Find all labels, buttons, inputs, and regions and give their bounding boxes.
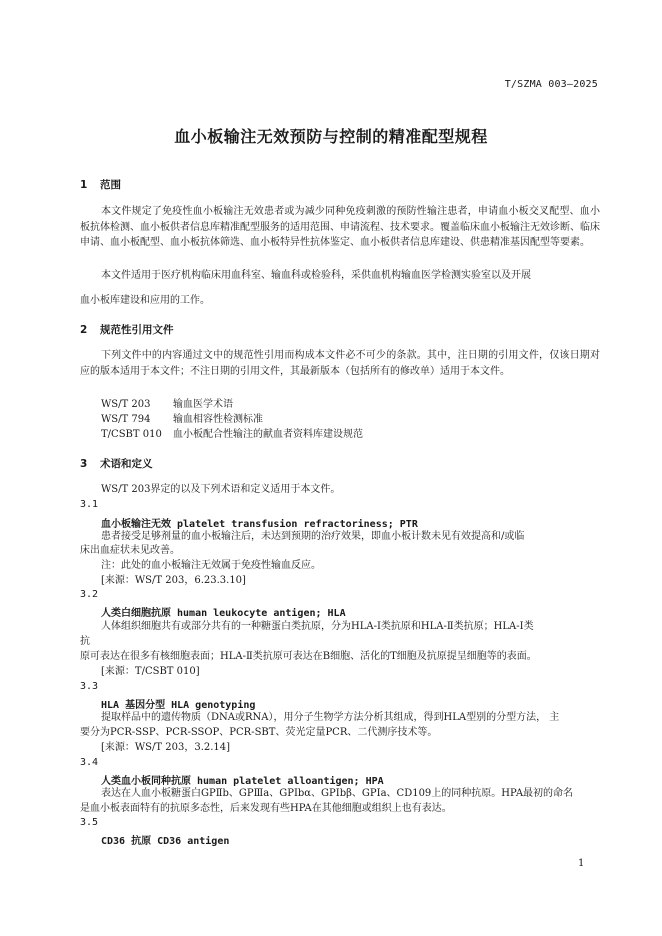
term-3-4-title: 人类血小板同种抗原 human platelet alloantigen; HPA <box>101 776 384 787</box>
term-3-4-number: 3.4 <box>80 757 99 768</box>
section-2-title: 规范性引用文件 <box>100 324 174 336</box>
term-3-3-definition-line-1: 提取样品中的遗传物质（DNA或RNA），用分子生物学方法分析其组成，得到HLA型别的分型方法， 主 <box>101 712 560 723</box>
page-title: 血小板输注无效预防与控制的精准配型规程 <box>174 127 488 146</box>
term-3-2-number: 3.2 <box>80 589 99 600</box>
reference-title: 血小板配合性输注的献血者资料库建设规范 <box>173 429 363 440</box>
page-number: 1 <box>578 858 585 869</box>
reference-row <box>101 410 263 425</box>
term-3-2-source: [来源：T/CSBT 010] <box>101 666 200 677</box>
document-code: T/SZMA 003—2025 <box>504 79 598 90</box>
section-1-paragraph-2-line-1: 本文件适用于医疗机构临床用血科室、输血科或检验科，采供血机构输血医学检测实验室以及开展 <box>101 270 531 281</box>
term-3-1-note: 注：此处的血小板输注无效属于免疫性输血反应。 <box>101 560 321 571</box>
term-3-1-source: [来源：WS/T 203，6.23.3.10] <box>101 575 246 586</box>
term-3-2-definition-line-3: 原可表达在很多有核细胞表面；HLA-Ⅱ类抗原可表达在B细胞、活化的T细胞及抗原提呈细胞等的表面。 <box>80 651 537 662</box>
reference-title: 输血医学术语 <box>173 399 233 410</box>
reference-row <box>101 425 363 440</box>
reference-code: T/CSBT 010 <box>101 429 162 440</box>
section-3-heading <box>80 456 153 471</box>
reference-code: WS/T 794 <box>101 414 151 425</box>
section-3-number: 3 <box>80 458 88 470</box>
term-3-3-title: HLA 基因分型 HLA genotyping <box>101 700 256 711</box>
section-3-title: 术语和定义 <box>100 458 153 470</box>
term-3-4-definition-line-2: 是血小板表面特有的抗原多态性，后来发现有些HPA在其他细胞或组织上也有表达。 <box>80 803 452 814</box>
section-2-heading <box>80 322 174 337</box>
section-1-number: 1 <box>80 179 88 191</box>
term-3-3-source: [来源：WS/T 203，3.2.14] <box>101 742 231 753</box>
reference-code: WS/T 203 <box>101 399 151 410</box>
reference-row <box>101 395 233 410</box>
term-3-1-number: 3.1 <box>80 499 99 510</box>
section-1-paragraph-1: 本文件规定了免疫性血小板输注无效患者或为减少同种免疫刺激的预防性输注患者，申请血小板交叉配型、血小板抗体检测、血小板供者信息库精准配型服务的适用范围、申请流程、技术要求。覆盖临床血小板输注无效诊断、临床申请、血小板配型、血小板抗体筛选、血小板特异性抗体鉴定、血小板供者信息库建设、供患精准基因配型等要素。 <box>80 206 600 248</box>
section-2-paragraph-1: 下列文件中的内容通过文中的规范性引用而构成本文件必不可少的条款。其中，注日期的引用文件，仅该日期对应的版本适用于本文件；不注日期的引用文件，其最新版本（包括所有的修改单）适用于本文件。 <box>80 350 600 377</box>
term-3-2-title: 人类白细胞抗原 human leukocyte antigen; HLA <box>101 608 346 619</box>
term-3-4-definition-line-1: 表达在人血小板糖蛋白GPⅡb、GPⅢa、GPⅠbα、GPⅠbβ、GPⅠa、CD109上的同种抗原。HPA最初的命名 <box>101 788 574 799</box>
term-3-2-definition-line-1: 人体组织细胞共有或部分共有的一种糖蛋白类抗原，分为HLA-Ⅰ类抗原和HLA-Ⅱ类抗原；HLA-Ⅰ类 <box>101 621 534 632</box>
section-1-title: 范围 <box>100 179 121 191</box>
term-3-2-definition-line-2: 抗 <box>80 636 90 647</box>
term-3-1-definition-line-2: 床出血症状未见改善。 <box>80 545 180 556</box>
term-3-3-definition-line-2: 要分为PCR-SSP、PCR-SSOP、PCR-SBT、荧光定量PCR、二代测序技术等。 <box>80 727 438 738</box>
section-2-number: 2 <box>80 324 88 336</box>
term-3-5-title: CD36 抗原 CD36 antigen <box>101 836 230 847</box>
section-3-intro: WS/T 203界定的以及下列术语和定义适用于本文件。 <box>101 484 341 495</box>
term-3-5-number: 3.5 <box>80 817 99 828</box>
term-3-1-title: 血小板输注无效 platelet transfusion refractoriness; PTR <box>101 519 418 530</box>
section-1-paragraph-2-line-2: 血小板库建设和应用的工作。 <box>80 295 210 306</box>
term-3-3-number: 3.3 <box>80 681 99 692</box>
section-1-heading <box>80 177 121 192</box>
term-3-1-definition-line-1: 患者接受足够剂量的血小板输注后，未达到预期的治疗效果，即血小板计数未见有效提高和/或临 <box>101 531 525 542</box>
reference-title: 输血相容性检测标准 <box>173 414 263 425</box>
